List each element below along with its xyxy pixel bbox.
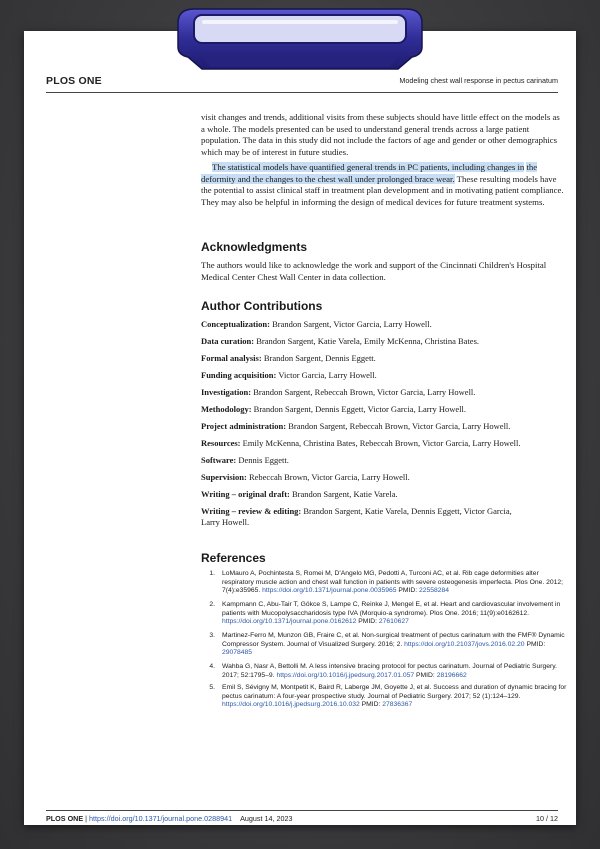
document-page <box>24 31 576 825</box>
contribution-role: Resources: <box>201 438 241 448</box>
doi-link[interactable]: https://doi.org/10.1016/j.jpedsurg.2016.10.032 <box>222 701 360 708</box>
contribution-item <box>201 370 565 381</box>
footer-separator: | <box>83 814 90 823</box>
contribution-role: Writing – original draft: <box>201 489 290 499</box>
reference-number: 3. <box>209 632 215 639</box>
contribution-names: Dennis Eggett. <box>236 455 289 465</box>
contribution-item <box>201 455 565 466</box>
doi-link[interactable]: https://doi.org/10.21037/jovs.2016.02.20 <box>404 640 525 648</box>
contribution-names: Brandon Sargent, Katie Varela, Dennis Eggett, Victor Garcia, Larry Howell. <box>201 506 512 528</box>
page-header <box>46 75 558 89</box>
contribution-names: Brandon Sargent, Katie Varela. <box>289 489 398 499</box>
clipboard-clip <box>172 3 428 73</box>
author-contributions-heading: Author Contributions <box>201 299 323 313</box>
page-number: 10 / 12 <box>536 814 558 823</box>
contribution-role: Supervision: <box>201 472 247 482</box>
pmid-link[interactable]: 29078485 <box>222 649 253 656</box>
reference-citation: Emil S, Sévigny M, Montpetit K, Baird R, Laberge JM, Goyette J, et al. Success and duration of dynamic bracing for pectus carinatum: A four-year prospective study. Journal of Pediatric Surgery. 2017; 52 (1):124–129. <box>222 684 567 700</box>
contribution-role: Software: <box>201 455 237 465</box>
contribution-names: Rebeccah Brown, Victor Garcia, Larry Howell. <box>246 472 410 482</box>
doi-link[interactable]: https://doi.org/10.1371/journal.pone.0162612 <box>222 618 357 625</box>
contribution-role: Investigation: <box>201 387 252 397</box>
reference-citation: Wahba G, Nasr A, Bettolli M. A less intensive bracing protocol for pectus carinatum. Journal of Pediatric Surgery. 2017; 52:1795–9. <box>222 663 558 679</box>
contribution-names: Brandon Sargent, Rebeccah Brown, Victor Garcia, Larry Howell. <box>286 421 511 431</box>
contribution-role: Conceptualization: <box>201 319 270 329</box>
footer-journal: PLOS ONE <box>46 814 84 823</box>
pmid-label: PMID: <box>356 618 379 625</box>
pmid-label: PMID: <box>359 701 383 708</box>
pmid-link[interactable]: 27836367 <box>382 701 413 708</box>
journal-name: PLOS ONE <box>46 75 102 87</box>
pmid-label: PMID: <box>396 587 420 594</box>
acknowledgments-heading: Acknowledgments <box>201 240 308 254</box>
reference-text <box>222 684 567 710</box>
references-heading: References <box>201 551 266 565</box>
pmid-label: PMID: <box>414 671 437 679</box>
contribution-role: Funding acquisition: <box>201 370 277 380</box>
reference-text <box>222 663 567 680</box>
contribution-item <box>201 353 565 364</box>
reference-text <box>222 632 567 658</box>
contribution-item <box>201 404 565 415</box>
reference-number: 1. <box>209 570 215 577</box>
paragraph-continuation: These resulting models have the potential to assist clinical staff in treatment plan development and in motivating patient compliance. They may also be helpful in informing the design of medical devices for future treatment systems. <box>201 173 564 207</box>
pmid-label: PMID: <box>524 640 546 648</box>
contribution-role: Methodology: <box>201 404 252 414</box>
contribution-item <box>201 506 531 529</box>
reference-number: 4. <box>209 663 215 670</box>
publication-date: August 14, 2023 <box>240 814 293 823</box>
reference-text <box>222 570 567 596</box>
reference-number: 5. <box>209 684 215 691</box>
reference-citation: Martinez-Ferro M, Munzon GB, Fraire C, et al. Non-surgical treatment of pectus carinatum with the FMF® Dynamic Compressor System. Journal of Visualized Surgery. 2016; 2. <box>222 632 565 648</box>
contribution-item <box>201 421 565 432</box>
reference-citation: Kampmann C, Abu-Tair T, Gökce S, Lampe C, Reinke J, Mengel E, et al. Heart and cardiovascular involvement in patients with Mucopolysaccharidosis type IVA (Morquio-a syndrome). Plos One. 2016; 11(9):e0162612. <box>222 601 561 617</box>
highlighted-text-line-2[interactable]: the deformity and the changes to the chest wall under prolonged brace wear. <box>201 162 538 184</box>
contribution-names: Brandon Sargent, Victor Garcia, Larry Howell. <box>269 319 432 329</box>
page-footer <box>46 814 558 826</box>
running-title: Modeling chest wall response in pectus carinatum <box>399 76 558 85</box>
contribution-item <box>201 387 565 398</box>
contribution-names: Brandon Sargent, Dennis Eggett, Victor Garcia, Larry Howell. <box>251 404 466 414</box>
reference-list <box>201 570 567 750</box>
pmid-link[interactable]: 27610627 <box>378 618 409 625</box>
contribution-names: Brandon Sargent, Dennis Eggett. <box>261 353 376 363</box>
pmid-link[interactable]: 22558284 <box>419 587 450 594</box>
reference-citation: LoMauro A, Pochintesta S, Romei M, D'Angelo MG, Pedotti A, Turconi AC, et al. Rib cage deformities alter respiratory muscle action and chest wall function in patients with severe osteogenesis imperfecta. Plos One. 2012; 7(4):e35965. <box>222 570 564 594</box>
highlighted-paragraph <box>201 162 565 208</box>
acknowledgments-text: The authors would like to acknowledge the work and support of the Cincinnati Children's Hospital Medical Center Chest Wall Center in data collection. <box>201 260 547 282</box>
footer-citation <box>46 814 292 823</box>
contribution-role: Project administration: <box>201 421 287 431</box>
pmid-link[interactable]: 28196662 <box>436 671 467 679</box>
contribution-item <box>201 489 565 500</box>
doi-link[interactable]: https://doi.org/10.1016/j.jpedsurg.2017.01.057 <box>276 671 415 679</box>
doi-link[interactable]: https://doi.org/10.1371/journal.pone.0035965 <box>262 587 397 594</box>
contribution-role: Formal analysis: <box>201 353 262 363</box>
contribution-names: Emily McKenna, Christina Bates, Rebeccah Brown, Victor Garcia, Larry Howell. <box>240 438 521 448</box>
header-divider <box>46 92 558 93</box>
contribution-item <box>201 472 565 483</box>
footer-divider <box>46 810 558 811</box>
contribution-names: Brandon Sargent, Rebeccah Brown, Victor Garcia, Larry Howell. <box>251 387 476 397</box>
footer-doi-link[interactable]: https://doi.org/10.1371/journal.pone.0288941 <box>89 814 233 823</box>
contribution-item <box>201 319 565 330</box>
discussion-paragraph: visit changes and trends, additional visits from these subjects should have little effect on the models as a whole. The models presented can be used to understand general trends across a large patient population. The data in this study did not include the factors of age and gender or other demographics which may be of interest in future studies. <box>201 112 560 157</box>
contribution-role: Data curation: <box>201 336 255 346</box>
reference-text <box>222 601 567 627</box>
contribution-names: Victor Garcia, Larry Howell. <box>276 370 377 380</box>
reference-number: 2. <box>209 601 215 608</box>
highlighted-text-line-1[interactable]: The statistical models have quantified general trends in PC patients, including changes in <box>212 162 525 172</box>
contribution-item <box>201 336 565 347</box>
contribution-role: Writing – review & editing: <box>201 506 302 516</box>
contribution-item <box>201 438 565 449</box>
contribution-names: Brandon Sargent, Katie Varela, Emily McKenna, Christina Bates. <box>254 336 480 346</box>
